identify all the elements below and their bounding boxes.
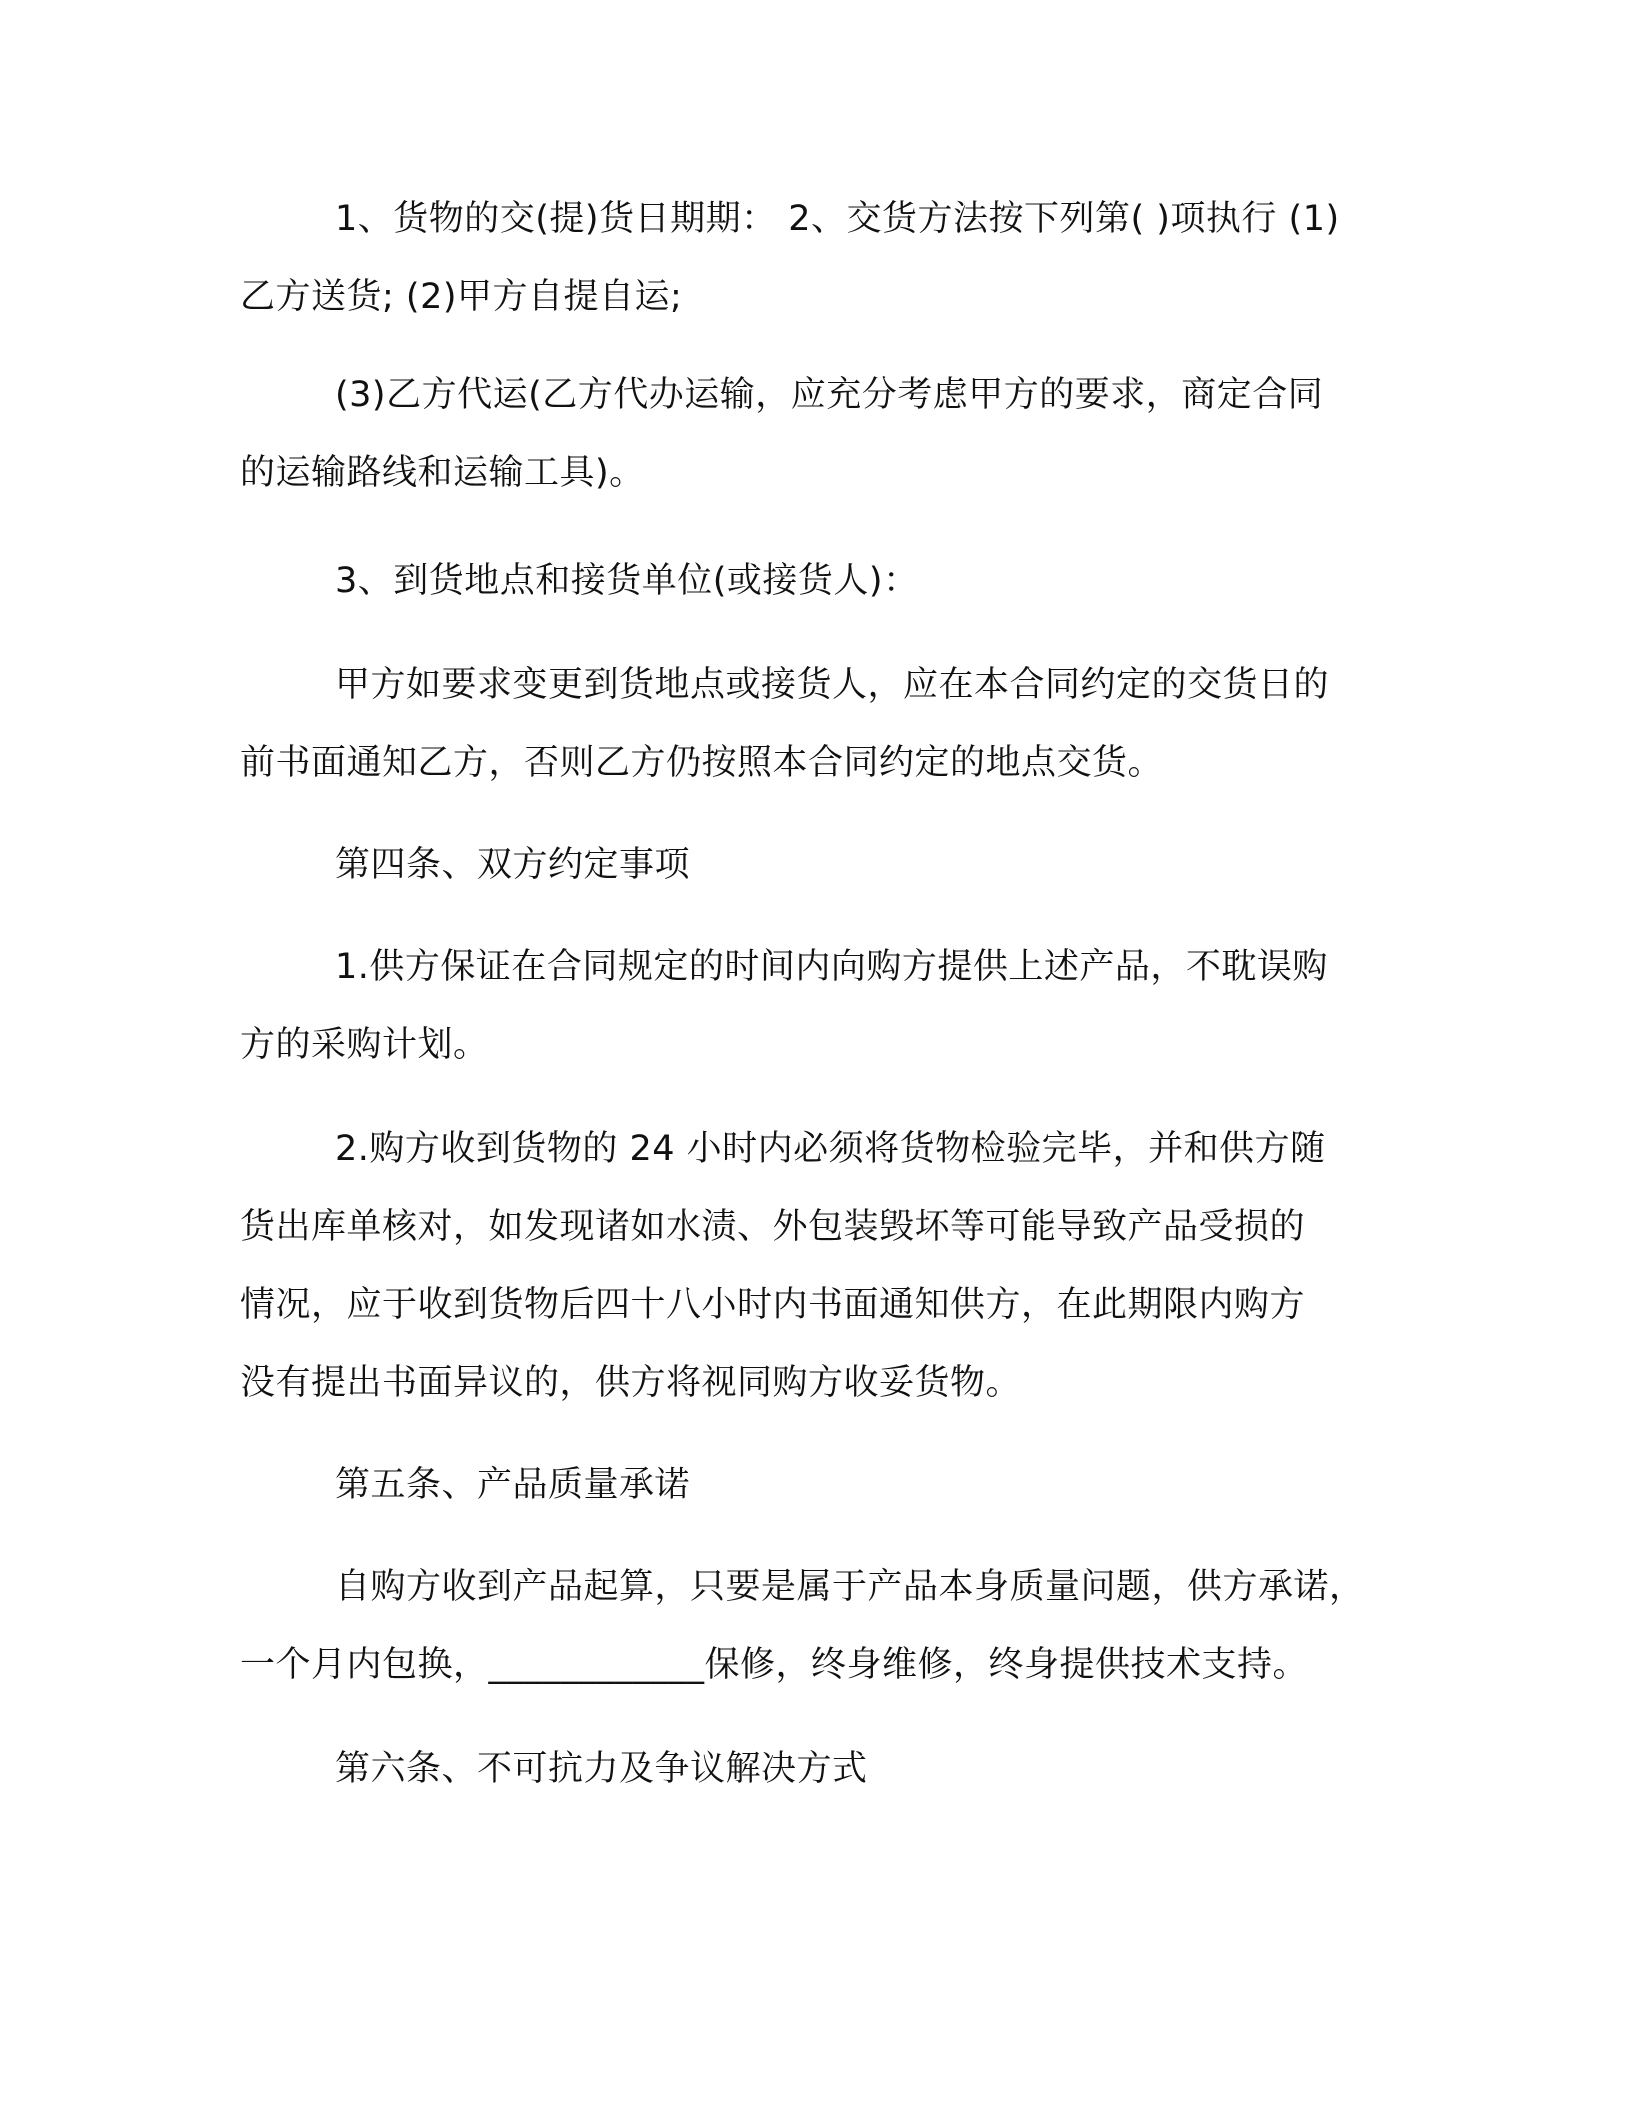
paragraph-agent-shipping — [240, 356, 1380, 512]
article-6-heading — [240, 1730, 1380, 1808]
article-5-heading — [240, 1446, 1380, 1524]
paragraph-line: 货出库单核对，如发现诸如水渍、外包装毁坏等可能导致产品受损的 — [240, 1207, 1306, 1247]
paragraph-line: 1、货物的交(提)货日期期： 2、交货方法按下列第( )项执行 (1) — [335, 199, 1340, 239]
paragraph-line: (3)乙方代运(乙方代办运输，应充分考虑甲方的要求，商定合同 — [335, 375, 1324, 415]
heading-line: 第六条、不可抗力及争议解决方式 — [335, 1749, 868, 1789]
paragraph-line: 1.供方保证在合同规定的时间内向购方提供上述产品，不耽误购 — [335, 947, 1328, 987]
paragraph-line: 的运输路线和运输工具)。 — [240, 453, 645, 493]
paragraph-delivery-location — [240, 542, 1380, 620]
paragraph-line: 方的采购计划。 — [240, 1025, 489, 1065]
paragraph-line: 甲方如要求变更到货地点或接货人，应在本合同约定的交货日的 — [335, 665, 1330, 705]
paragraph-delivery-date-method — [240, 180, 1380, 336]
paragraph-line: 情况，应于收到货物后四十八小时内书面通知供方，在此期限内购方 — [240, 1285, 1306, 1325]
paragraph-line: 前书面通知乙方，否则乙方仍按照本合同约定的地点交货。 — [240, 743, 1164, 783]
heading-line: 第四条、双方约定事项 — [335, 845, 691, 885]
heading-line: 第五条、产品质量承诺 — [335, 1465, 691, 1505]
paragraph-line: 一个月内包换，____________保修，终身维修，终身提供技术支持。 — [240, 1645, 1309, 1685]
paragraph-inspection — [240, 1110, 1380, 1422]
paragraph-line: 3、到货地点和接货单位(或接货人)： — [335, 561, 919, 601]
paragraph-line: 乙方送货; (2)甲方自提自运; — [240, 277, 683, 317]
paragraph-supplier-guarantee — [240, 928, 1380, 1084]
paragraph-line: 没有提出书面异议的，供方将视同购方收妥货物。 — [240, 1363, 1022, 1403]
paragraph-change-location — [240, 646, 1380, 802]
article-4-heading — [240, 826, 1380, 904]
paragraph-line: 自购方收到产品起算，只要是属于产品本身质量问题，供方承诺， — [335, 1567, 1365, 1607]
paragraph-line: 2.购方收到货物的 24 小时内必须将货物检验完毕，并和供方随 — [335, 1129, 1326, 1169]
paragraph-quality-promise — [240, 1548, 1380, 1704]
